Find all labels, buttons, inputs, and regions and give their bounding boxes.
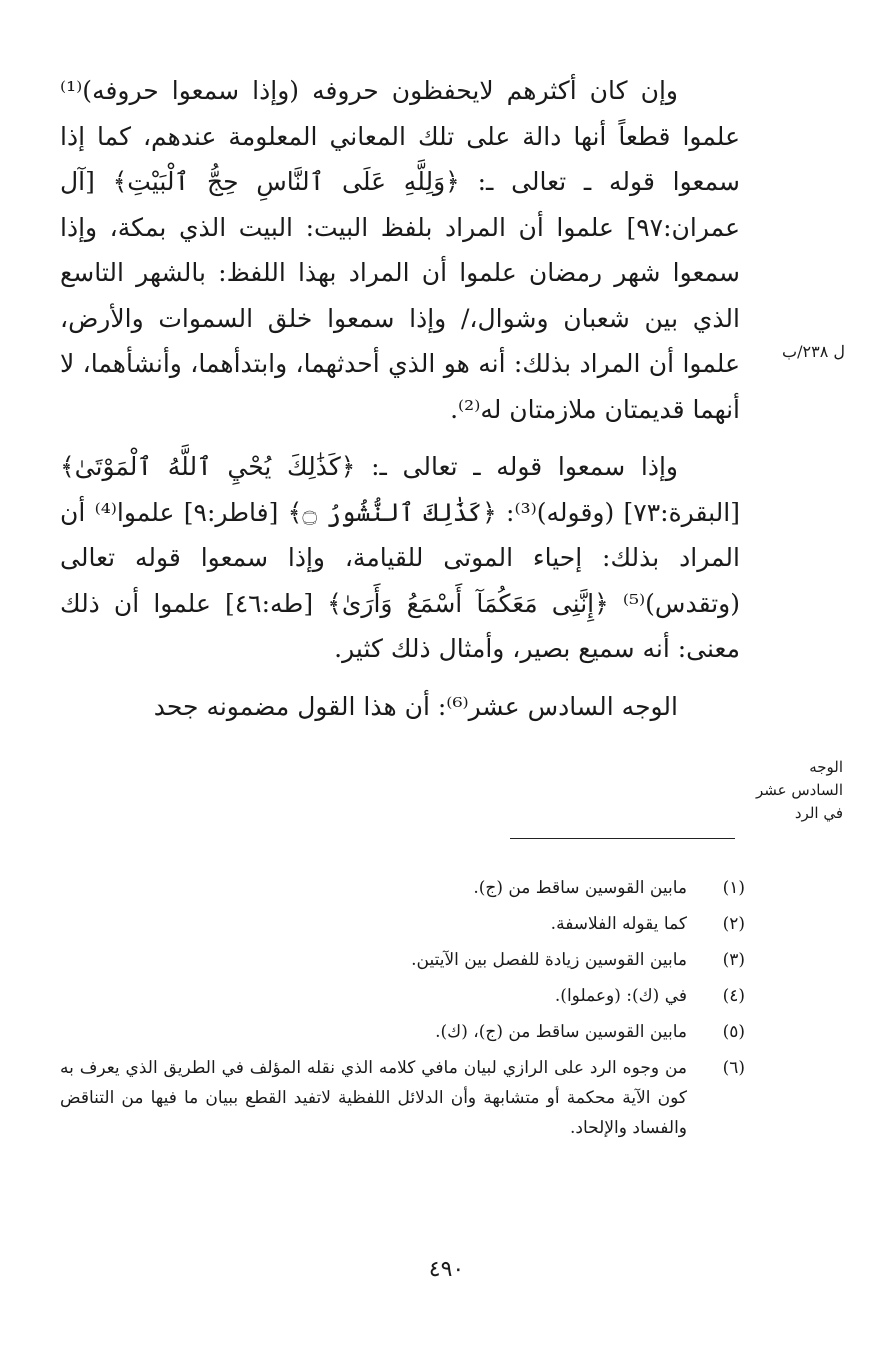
footnote-text: كما يقوله الفلاسفة. (550, 914, 687, 934)
paragraph-1: وإن كان أكثرهم لايحفظون حروفه (وإذا سمعوا حروفه)⁽¹⁾ علموا قطعاً أنها دالة على تلك المعاني المعلومة عندهم، كما إذا سمعوا قوله ـ تعالى ـ: ﴿وَلِلَّهِ عَلَى ٱلنَّاسِ حِجُّ ٱلْبَيْتِ﴾ [آل عمران:٩٧] علموا أن المراد بلفظ البيت: البيت الذي بمكة، وإذا سمعوا شهر رمضان علموا أن المراد بهذا اللفظ: بالشهر التاسع الذي بين شعبان وشوال،/ وإذا سمعوا خلق السموات والأرض، علموا أن المراد بذلك: أنه هو الذي أحدثهما، وابتدأهما، وأنشأهما، لا أنهما قديمتان ملازمتان له⁽²⁾. (60, 76, 740, 424)
footnote-number: (١) (722, 878, 745, 898)
footnote-item (60, 1017, 745, 1047)
footnote-number: (٦) (722, 1058, 745, 1078)
footnote-text: مابين القوسين ساقط من (ج)، (ك). (435, 1022, 687, 1042)
section-side-heading: الوجه السادس عشر في الرد (755, 758, 843, 822)
footnote-item (60, 945, 745, 975)
footnote-text: في (ك): (وعملوا). (554, 986, 687, 1006)
footnote-item (60, 1053, 745, 1143)
footnote-separator (510, 838, 735, 839)
footnote-number: (٥) (722, 1022, 745, 1042)
footnote-text: مابين القوسين زيادة للفصل بين الآيتين. (411, 950, 687, 970)
footnote-number: (٣) (722, 950, 745, 970)
paragraph-2: وإذا سمعوا قوله ـ تعالى ـ: ﴿كَذَٰلِكَ يُحْيِ ٱللَّهُ ٱلْمَوْتَىٰ﴾ [البقرة:٧٣] (وقوله)⁽³⁾: ﴿كَذَٰلِكَ ٱلنُّشُورُ ۝﴾ [فاطر:٩] علموا⁽⁴⁾ أن المراد بذلك: إحياء الموتى للقيامة، وإذا سمعوا قوله تعالى (وتقدس)⁽⁵⁾ ﴿إِنَّنِى مَعَكُمَآ أَسْمَعُ وَأَرَىٰ﴾ [طه:٤٦] علموا أن ذلك معنى: أنه سميع بصير، وأمثال ذلك كثير. (60, 452, 740, 663)
footnote-number: (٤) (722, 986, 745, 1006)
main-text (60, 68, 740, 729)
footnotes (60, 873, 745, 1149)
paragraph-3: الوجه السادس عشر⁽⁶⁾: أن هذا القول مضمونه جحد (153, 691, 678, 721)
footnote-text: من وجوه الرد على الرازي لبيان مافي كلامه الذي نقله المؤلف في الطريق الذي يعرف به كون الآية محكمة أو متشابهة وأن الدلائل اللفظية لاتفيد القطع ببيان ما فيها من التناقض والفساد والإلحاد. (60, 1058, 687, 1138)
footnote-number: (٢) (722, 914, 745, 934)
footnote-text: مابين القوسين ساقط من (ج). (473, 878, 687, 898)
page-number: ٤٩٠ (428, 1257, 465, 1282)
folio-marker: ل ٢٣٨/ب (782, 342, 845, 361)
footnote-item (60, 909, 745, 939)
footnote-item (60, 981, 745, 1011)
footnote-item (60, 873, 745, 903)
